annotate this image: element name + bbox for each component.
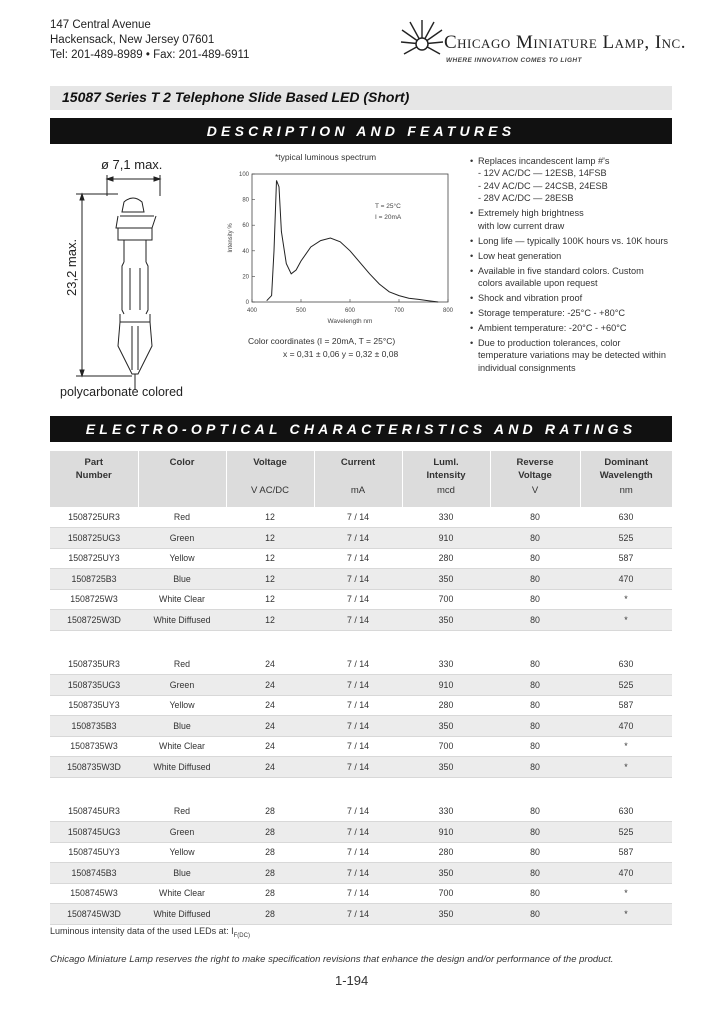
plot-frame [252,174,448,302]
table-cell: 630 [580,507,672,528]
features-list [470,155,675,377]
table-cell: 1508745UR3 [50,801,138,822]
table-cell: 80 [490,654,580,675]
table-cell: 80 [490,589,580,610]
table-cell: * [580,610,672,631]
table-cell: Green [138,822,226,843]
table-cell: 80 [490,507,580,528]
led-dimension-diagram [60,150,220,405]
table-cell: Blue [138,863,226,884]
table-row [50,736,672,757]
table-cell: 24 [226,736,314,757]
table-cell: 910 [402,675,490,696]
table-cell: 1508725B3 [50,569,138,590]
table-cell: 1508725UR3 [50,507,138,528]
table-cell: 7 / 14 [314,842,402,863]
table-cell: 12 [226,548,314,569]
company-address [50,18,249,63]
feature-item [470,322,675,334]
table-cell: 80 [490,548,580,569]
table-cell: White Clear [138,736,226,757]
group-spacer [50,777,672,801]
table-cell: 350 [402,757,490,778]
table-cell: 7 / 14 [314,548,402,569]
spectrum-title: *typical luminous spectrum [275,152,377,162]
table-cell: 1508735W3D [50,757,138,778]
table-cell: 28 [226,842,314,863]
table-cell: 28 [226,863,314,884]
table-cell: Green [138,528,226,549]
disclaimer: Chicago Miniature Lamp reserves the right to make specification revisions that enhance the design and/or performance of the product. [50,954,614,965]
y-tick-label: 60 [242,223,249,230]
table-cell: 24 [226,695,314,716]
table-cell: 80 [490,610,580,631]
table-cell: 80 [490,736,580,757]
table-cell: 700 [402,589,490,610]
table-cell: 350 [402,716,490,737]
table-cell: 7 / 14 [314,904,402,925]
table-cell: 525 [580,822,672,843]
table-cell: 1508745UY3 [50,842,138,863]
table-row [50,569,672,590]
feature-item [470,155,675,205]
table-cell: 7 / 14 [314,801,402,822]
table-cell: * [580,589,672,610]
company-tagline: WHERE INNOVATION COMES TO LIGHT [446,57,582,64]
table-cell: 350 [402,904,490,925]
table-cell: 470 [580,569,672,590]
table-cell: 1508735B3 [50,716,138,737]
color-coordinates-line-2: x = 0,31 ± 0,06 y = 0,32 ± 0,08 [283,349,399,359]
table-cell: 80 [490,883,580,904]
x-axis-label: Wavelength nm [327,318,373,325]
table-cell: White Diffused [138,904,226,925]
table-cell: 700 [402,883,490,904]
page-number: 1-194 [335,973,369,988]
feature-text: - 12V AC/DC — 12ESB, 14FSB [478,168,607,179]
table-cell: Yellow [138,548,226,569]
table-header-row [50,451,672,507]
table-cell: 1508725UG3 [50,528,138,549]
table-cell: 12 [226,569,314,590]
table-cell: Red [138,654,226,675]
led-outline-drawing [60,150,220,405]
table-cell: Blue [138,716,226,737]
table-cell: Blue [138,569,226,590]
table-row [50,842,672,863]
table-row [50,822,672,843]
table-cell: 1508745W3D [50,904,138,925]
table-cell: 350 [402,610,490,631]
y-tick-label: 20 [242,274,249,281]
ratings-table [50,451,672,925]
table-cell: 80 [490,842,580,863]
table-cell: 1508725UY3 [50,548,138,569]
table-cell: 7 / 14 [314,654,402,675]
table-row [50,695,672,716]
table-row [50,883,672,904]
table-cell: 470 [580,863,672,884]
y-tick-label: 100 [238,172,249,178]
table-cell: Green [138,675,226,696]
table-cell: 630 [580,801,672,822]
table-cell: 24 [226,757,314,778]
table-cell: 28 [226,883,314,904]
table-row [50,548,672,569]
table-cell: 80 [490,904,580,925]
feature-text: - 24V AC/DC — 24CSB, 24ESB [478,180,608,191]
spectrum-plot [220,148,460,333]
x-tick-label: 400 [246,308,258,314]
table-cell: 7 / 14 [314,736,402,757]
x-tick-label: 700 [393,308,405,314]
table-cell: 330 [402,507,490,528]
feature-item [470,207,675,232]
table-cell: 80 [490,822,580,843]
feature-text: • Shock and vibration proof [478,293,583,304]
table-cell: 1508735UG3 [50,675,138,696]
table-cell: 1508745UG3 [50,822,138,843]
feature-text: • Extremely high brightness [478,208,584,219]
table-cell: 80 [490,569,580,590]
table-cell: 1508735W3 [50,736,138,757]
address-line-1: 147 Central Avenue [50,19,151,31]
table-cell: 1508725W3D [50,610,138,631]
table-cell: 350 [402,569,490,590]
company-logo [400,18,686,68]
series-title-bar [50,86,672,110]
feature-item [470,235,675,247]
table-cell: 80 [490,863,580,884]
legend-current: I = 20mA [375,214,402,221]
address-line-2: Hackensack, New Jersey 07601 [50,34,215,46]
table-cell: 80 [490,695,580,716]
table-cell: 470 [580,716,672,737]
table-cell: 28 [226,801,314,822]
table-row [50,801,672,822]
table-cell: 1508725W3 [50,589,138,610]
table-cell: 28 [226,822,314,843]
feature-text: • Long life — typically 100K hours vs. 10K hours [478,235,668,246]
table-cell: 24 [226,654,314,675]
table-cell: 7 / 14 [314,695,402,716]
table-cell: 330 [402,801,490,822]
table-cell: * [580,736,672,757]
feature-text: • Storage temperature: -25°C - +80°C [478,308,626,319]
x-tick-label: 500 [295,308,307,314]
table-cell: 1508745B3 [50,863,138,884]
column-header: Current mA [314,451,402,507]
table-cell: 28 [226,904,314,925]
table-cell: 7 / 14 [314,863,402,884]
legend-temperature: T = 25°C [375,203,401,210]
table-cell: 587 [580,695,672,716]
table-cell: 700 [402,736,490,757]
y-tick-label: 80 [242,197,249,204]
table-cell: * [580,904,672,925]
table-cell: Red [138,801,226,822]
y-axis-label: Intensity % [228,223,234,253]
table-cell: 12 [226,507,314,528]
column-header: Part Number [50,451,138,507]
table-cell: * [580,757,672,778]
table-cell: 7 / 14 [314,716,402,737]
feature-text: • Available in five standard colors. Custom [478,265,644,276]
table-cell: 280 [402,548,490,569]
table-cell: White Clear [138,883,226,904]
table-row [50,675,672,696]
lamp-burst-icon [400,18,444,62]
color-coordinates-line-1: Color coordinates (I = 20mA, T = 25°C) [248,336,396,346]
table-cell: 1508745W3 [50,883,138,904]
table-cell: White Diffused [138,757,226,778]
y-tick-label: 40 [242,248,249,255]
table-row [50,528,672,549]
table-cell: 280 [402,695,490,716]
x-tick-label: 800 [442,308,454,314]
table-cell: Yellow [138,842,226,863]
table-cell: Red [138,507,226,528]
height-dimension-label: 23,2 max. [64,238,79,296]
table-row [50,716,672,737]
table-row [50,507,672,528]
feature-text: • Ambient temperature: -20°C - +60°C [478,323,627,334]
width-dimension-label: ø 7,1 max. [101,157,163,172]
feature-text: • Replaces incandescent lamp #'s [478,156,610,166]
table-cell: 1508735UY3 [50,695,138,716]
table-cell: 910 [402,528,490,549]
table-cell: 7 / 14 [314,757,402,778]
table-row [50,610,672,631]
table-cell: 630 [580,654,672,675]
table-cell: 7 / 14 [314,883,402,904]
table-cell: 7 / 14 [314,822,402,843]
feature-item [470,250,675,262]
table-cell: 80 [490,716,580,737]
table-cell: 587 [580,842,672,863]
column-header: Reverse Voltage V [490,451,580,507]
table-cell: 7 / 14 [314,675,402,696]
table-cell: 7 / 14 [314,528,402,549]
table-cell: 910 [402,822,490,843]
group-spacer [50,630,672,654]
feature-item [470,307,675,319]
table-row [50,904,672,925]
luminous-spectrum-chart [220,148,460,363]
table-cell: 24 [226,675,314,696]
company-name: Chicago Miniature Lamp, Inc. [444,32,686,53]
feature-text: - 28V AC/DC — 28ESB [478,193,574,204]
table-cell: Yellow [138,695,226,716]
feature-text: • Due to production tolerances, color [478,338,621,349]
column-header: Color [138,451,226,507]
feature-item [470,265,675,290]
table-cell: White Clear [138,589,226,610]
table-cell: * [580,883,672,904]
y-tick-label: 0 [245,300,249,306]
table-cell: 525 [580,675,672,696]
table-cell: 280 [402,842,490,863]
column-header: Dominant Wavelength nm [580,451,672,507]
section-characteristics-title: ELECTRO-OPTICAL CHARACTERISTICS AND RATINGS [50,416,672,442]
table-cell: White Diffused [138,610,226,631]
table-cell: 24 [226,716,314,737]
feature-text: temperature variations may be detected within [478,350,666,361]
luminous-intensity-footnote: Luminous intensity data of the used LEDs at: $I_{F(DC)}$ [50,926,250,939]
table-cell: 80 [490,675,580,696]
section-description-title: DESCRIPTION AND FEATURES [50,118,672,144]
table-row [50,863,672,884]
feature-text: individual consignments [478,362,576,373]
table-cell: 7 / 14 [314,507,402,528]
table-cell: 80 [490,801,580,822]
table-cell: 80 [490,757,580,778]
table-cell: 7 / 14 [314,589,402,610]
table-cell: 525 [580,528,672,549]
column-header: Voltage V AC/DC [226,451,314,507]
table-row [50,589,672,610]
feature-item [470,337,675,374]
table-row [50,757,672,778]
table-cell: 7 / 14 [314,569,402,590]
table-cell: 12 [226,610,314,631]
feature-item [470,292,675,304]
table-cell: 12 [226,528,314,549]
table-cell: 7 / 14 [314,610,402,631]
series-title: 15087 Series T 2 Telephone Slide Based LED (Short) [62,89,410,105]
table-cell: 587 [580,548,672,569]
feature-text: with low current draw [478,220,565,231]
table-cell: 350 [402,863,490,884]
table-cell: 12 [226,589,314,610]
column-header: Luml. Intensity mcd [402,451,490,507]
phone-fax: Tel: 201-489-8989 • Fax: 201-489-6911 [50,49,250,61]
feature-text: • Low heat generation [478,250,562,261]
material-label: polycarbonate colored [60,385,183,399]
table-row [50,654,672,675]
table-cell: 1508735UR3 [50,654,138,675]
x-tick-label: 600 [344,308,356,314]
feature-text: colors available upon request [478,278,598,289]
table-cell: 330 [402,654,490,675]
table-cell: 80 [490,528,580,549]
